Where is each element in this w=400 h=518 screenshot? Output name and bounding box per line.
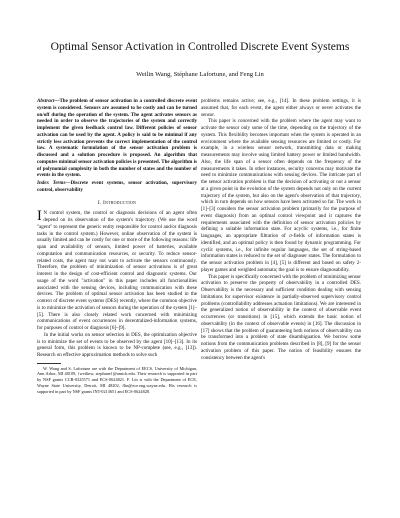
- abstract-lead: Abstract: [37, 98, 55, 104]
- right-paragraph-3: This paper is specifically concerned with the problem of minimizing sensor activation to preserve the property of observability in a controlled DES. Observability is the necessary and sufficient condition dealing with sensing limitations for supervisor existence in partially-observed supervisory control problems (controllability addresses actuation limitations). We are interested in the generalized notion of observability in the context of observable event occurrences (or transitions) in [15], which extends the basic notion of observability (in the context of observable events) in [16]. The discussion in [17] shows that the problem of guaranteeing both notions of observability can be transformed into a problem of state disambiguation. We borrow some notions from the communication problems described in [8], [9] for the sensor activation problem of this paper. The notion of feasibility ensures the consistency between the agent's: [201, 273, 361, 361]
- right-column: [201, 98, 361, 361]
- index-terms: [37, 180, 197, 194]
- right-paragraph-1: problems remains active; see, e.g., [14]. In these problem settings, it is assumed that, for each event, the agent either always or never activates the sensor.: [201, 98, 361, 118]
- intro-paragraph-1-text: N control system, the control or diagnosis decisions of an agent often depend on its observation of the system's trajectory. (We use the word "agent" to represent the generic entity responsible for control and/or diagnosis tasks in the control system.) However, online observation of the system is usually limited and can be costly for one or more of the following reasons: life span and availability of sensors, limited power of batteries, available computation and communication resources, or security. To reduce sensor-related costs, the agent may not want to activate the sensors continuously. Therefore, the problem of minimization of sensor activations is of great interest in the design of cost-efficient control and diagnostic systems. Our usage of the word "activation" in this paper includes all functionalities associated with the sensing devices, including communication with these devices. The problem of optimal sensor activation has been studied in the context of discrete event systems (DES) recently, where the common objective is to minimize the activation of sensors during the operation of the system [1]–[5]. There is also closely related work concerned with minimizing communications of event occurrences in decentralized-information systems, for purposes of control or diagnosis [6]–[9].: [37, 210, 197, 331]
- intro-paragraph-2: In the initial works on sensor selection in DES, the optimization objective is to minimize the set of events to be observed by the agent [10]–[13]. In its general form, this problem is known to be NP-complete (see, e.g., [13]). Research on effective approximation methods to solve such: [37, 331, 197, 358]
- paper-title: Optimal Sensor Activation in Controlled Discrete Event Systems: [50, 41, 350, 53]
- footnote: [37, 366, 197, 395]
- abstract: [37, 98, 197, 179]
- paper-authors: Weilin Wang, Stéphane Lafortune, and Feng Lin: [136, 71, 264, 78]
- drop-cap: I: [37, 208, 42, 225]
- right-paragraph-2: This paper is concerned with the problem where the agent may want to activate the sensor only some of the time, depending on the trajectory of the system. This flexibility becomes important when the system is operated in an environment where the available sensing resources are limited or costly. For example, in a wireless sensor network, transmitting data or making measurements may involve using limited battery power or limited bandwidth. Also, the life span of a sensor often depends on the frequency of the measurements it takes. In other instances, security concerns may motivate the need to minimize communications with sensing devices. The intricate part of the sensor activation problem is that the decision of activating or not a sensor at a given point in the evolution of the system depends not only on the current trajectory of the system, but also on the agent's observation of that trajectory, which in turn depends on how sensors have been activated so far. The work in [1]–[3] considers the sensor activation problem (primarily for the purpose of event diagnosis) from an optimal control viewpoint and it captures the requirements associated with the definition of sensor activation policies by defining a suitable information state. For acyclic systems, i.e., for finite languages, an appropriate filtration of σ-fields of information states is identified, and an optimal policy is then found by dynamic programming. For cyclic systems, i.e., for infinite regular languages, the set of string-based information states is reduced to the set of diagnoser states. The formulation to the sensor activation problem in [4], [5] is different and based on safety 2-player games and weighted automata; the goal is to ensure diagnosability.: [201, 118, 361, 273]
- index-terms-lead: Index Terms: [37, 180, 66, 186]
- abstract-text: —The problem of sensor activation in a controlled discrete event system is considered. Sensors are assumed to be costly and can be turned on/off during the operation of the system. The agent activates sensors as needed in order to observe the trajectories of the system and correctly implement the given feedback control law. Different policies of sensor activation can be used by the agent. A policy is said to be minimal if any strictly less activation prevents the correct implementation of the control law. A systematic formulation of the sensor activation problem is discussed and a solution procedure is proposed. An algorithm that computes minimal sensor activation policies is presented. The algorithm is of polynomial complexity in both the number of states and the number of events in the system.: [37, 98, 197, 179]
- intro-paragraph-1: [37, 210, 197, 332]
- left-column: [37, 98, 197, 394]
- footnote-text: W. Wang and S. Lafortune are with the Department of EECS, University of Michigan, Ann Arbor, MI 48109, {weilinw, stephane}@umich.edu. Their research is supported in part by NSF grants CCR-0325571 and ECS-0624821. F. Lin is with the Department of ECE, Wayne State University, Detroit, MI 48202, flin@ece.eng.wayne.edu. His research is supported in part by NSF grants INT-0213651 and ECS-0624828.: [37, 365, 197, 394]
- index-terms-text: —Discrete event systems, sensor activation, supervisory control, observability: [37, 180, 197, 193]
- footnote-rule: [37, 363, 61, 364]
- section-heading-introduction: I. Introduction: [97, 199, 137, 206]
